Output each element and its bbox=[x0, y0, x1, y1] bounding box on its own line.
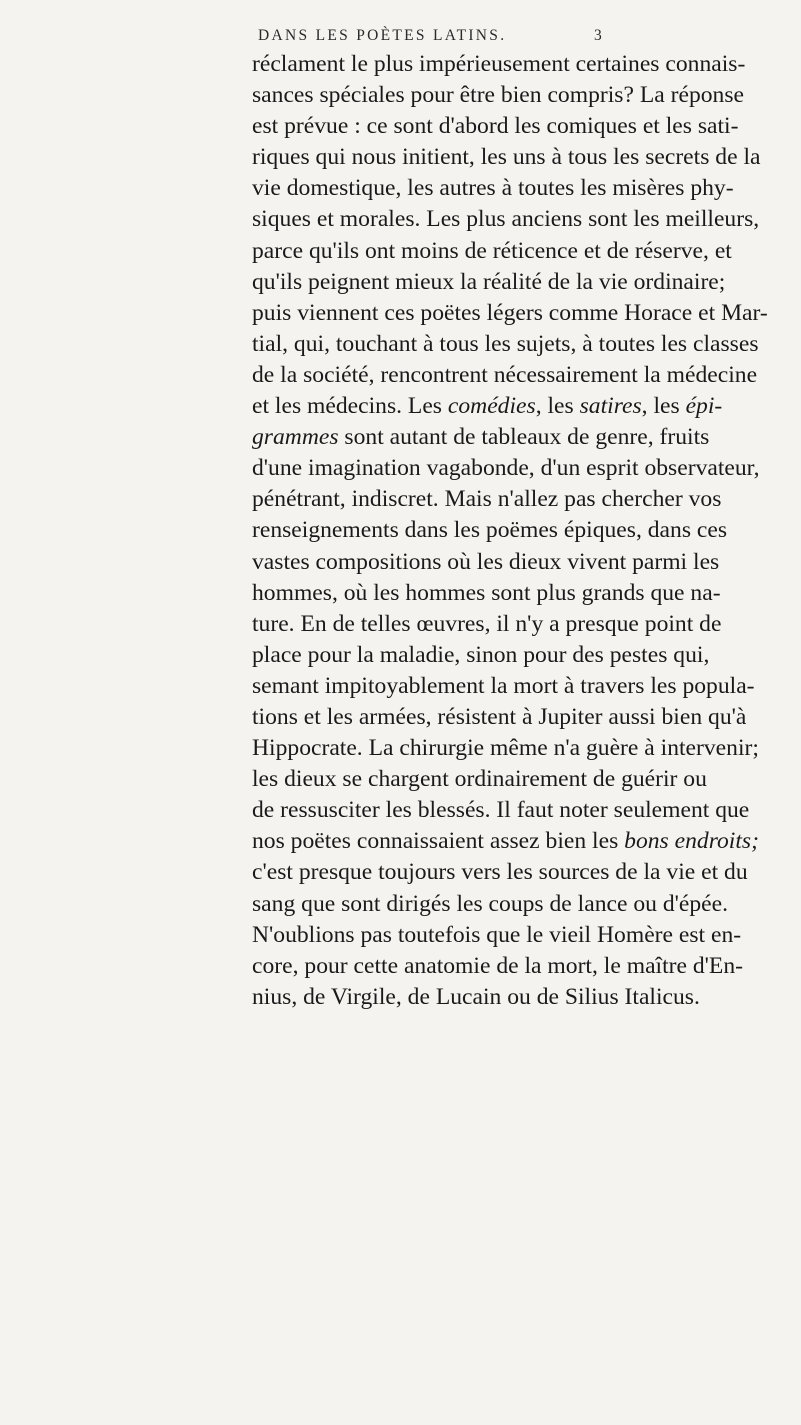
text-line bbox=[252, 49, 746, 80]
text-segment: les dieux se chargent ordinairement de guérir ou bbox=[252, 766, 707, 793]
text-line bbox=[252, 453, 760, 484]
text-segment: parce qu'ils ont moins de réticence et de réserve, et bbox=[252, 237, 732, 264]
text-segment: puis viennent ces poëtes légers comme Horace et Mar- bbox=[252, 299, 768, 326]
text-segment: pénétrant, indiscret. Mais n'allez pas chercher vos bbox=[252, 486, 722, 513]
text-segment: semant impitoyablement la mort à travers les popula- bbox=[252, 672, 755, 699]
text-line bbox=[252, 236, 732, 267]
page-header bbox=[0, 27, 801, 51]
text-segment: core, pour cette anatomie de la mort, le maître d'En- bbox=[252, 952, 743, 979]
text-segment: d'une imagination vagabonde, d'un esprit observateur, bbox=[252, 455, 760, 482]
text-line bbox=[252, 515, 728, 546]
text-line bbox=[252, 920, 742, 951]
text-segment: vastes compositions où les dieux vivent parmi les bbox=[252, 548, 720, 575]
text-line bbox=[252, 267, 726, 298]
text-line bbox=[252, 702, 747, 733]
italic-text: satires bbox=[579, 393, 642, 420]
text-segment: sances spéciales pour être bien compris? La réponse bbox=[252, 82, 744, 109]
text-segment: c'est presque toujours vers les sources de la vie et du bbox=[252, 859, 748, 886]
text-line bbox=[252, 142, 761, 173]
text-line bbox=[252, 80, 744, 111]
text-segment: Hippocrate. La chirurgie même n'a guère à intervenir; bbox=[252, 735, 759, 762]
text-line bbox=[252, 578, 721, 609]
text-line bbox=[252, 329, 759, 360]
text-segment: de la société, rencontrent nécessairement la médecine bbox=[252, 361, 758, 388]
text-line bbox=[252, 982, 700, 1013]
text-segment: tial, qui, touchant à tous les sujets, à toutes les classes bbox=[252, 330, 759, 357]
text-segment: qu'ils peignent mieux la réalité de la vie ordinaire; bbox=[252, 268, 726, 295]
text-segment: vie domestique, les autres à toutes les misères phy- bbox=[252, 175, 734, 202]
text-line bbox=[252, 609, 722, 640]
text-line bbox=[252, 298, 768, 329]
text-segment: ture. En de telles œuvres, il n'y a presque point de bbox=[252, 610, 722, 637]
text-line bbox=[252, 173, 734, 204]
text-line bbox=[252, 640, 710, 671]
text-line bbox=[252, 826, 759, 857]
page-number: 3 bbox=[594, 27, 602, 44]
italic-text: bons endroits; bbox=[624, 828, 759, 855]
body-text bbox=[252, 49, 768, 1013]
text-line bbox=[252, 889, 728, 920]
text-line bbox=[252, 391, 723, 422]
text-line bbox=[252, 547, 720, 578]
text-line bbox=[252, 111, 739, 142]
text-segment: nos poëtes connaissaient assez bien les bbox=[252, 828, 625, 855]
text-segment: , les bbox=[535, 393, 580, 420]
text-segment: hommes, où les hommes sont plus grands que na- bbox=[252, 579, 721, 606]
text-line bbox=[252, 733, 759, 764]
text-segment: de ressusciter les blessés. Il faut noter seulement que bbox=[252, 797, 750, 824]
text-line bbox=[252, 484, 722, 515]
text-line bbox=[252, 204, 760, 235]
text-line bbox=[252, 360, 758, 391]
text-segment: est prévue : ce sont d'abord les comiques et les sati- bbox=[252, 113, 739, 140]
italic-text: grammes bbox=[252, 424, 339, 451]
text-segment: sang que sont dirigés les coups de lance ou d'épée. bbox=[252, 890, 728, 917]
text-segment: place pour la maladie, sinon pour des pestes qui, bbox=[252, 641, 710, 668]
text-segment: , les bbox=[641, 393, 686, 420]
text-segment: et les médecins. Les bbox=[252, 393, 448, 420]
text-segment: sont autant de tableaux de genre, fruits bbox=[338, 424, 710, 451]
text-segment: riques qui nous initient, les uns à tous les secrets de la bbox=[252, 144, 761, 171]
italic-text: comédies bbox=[447, 393, 536, 420]
italic-text: épi- bbox=[685, 393, 723, 420]
text-segment: N'oublions pas toutefois que le vieil Homère est en- bbox=[252, 921, 742, 948]
text-segment: nius, de Virgile, de Lucain ou de Silius Italicus. bbox=[252, 983, 700, 1010]
text-segment: réclament le plus impérieusement certaines connais- bbox=[252, 51, 746, 77]
text-line bbox=[252, 671, 755, 702]
text-line bbox=[252, 951, 743, 982]
running-head: DANS LES POÈTES LATINS. bbox=[258, 27, 507, 44]
text-line bbox=[252, 422, 710, 453]
text-line bbox=[252, 857, 748, 888]
text-line bbox=[252, 764, 707, 795]
text-segment: siques et morales. Les plus anciens sont les meilleurs, bbox=[252, 206, 760, 233]
text-segment: tions et les armées, résistent à Jupiter aussi bien qu'à bbox=[252, 703, 747, 730]
text-line bbox=[252, 795, 750, 826]
text-segment: renseignements dans les poëmes épiques, dans ces bbox=[252, 517, 728, 544]
